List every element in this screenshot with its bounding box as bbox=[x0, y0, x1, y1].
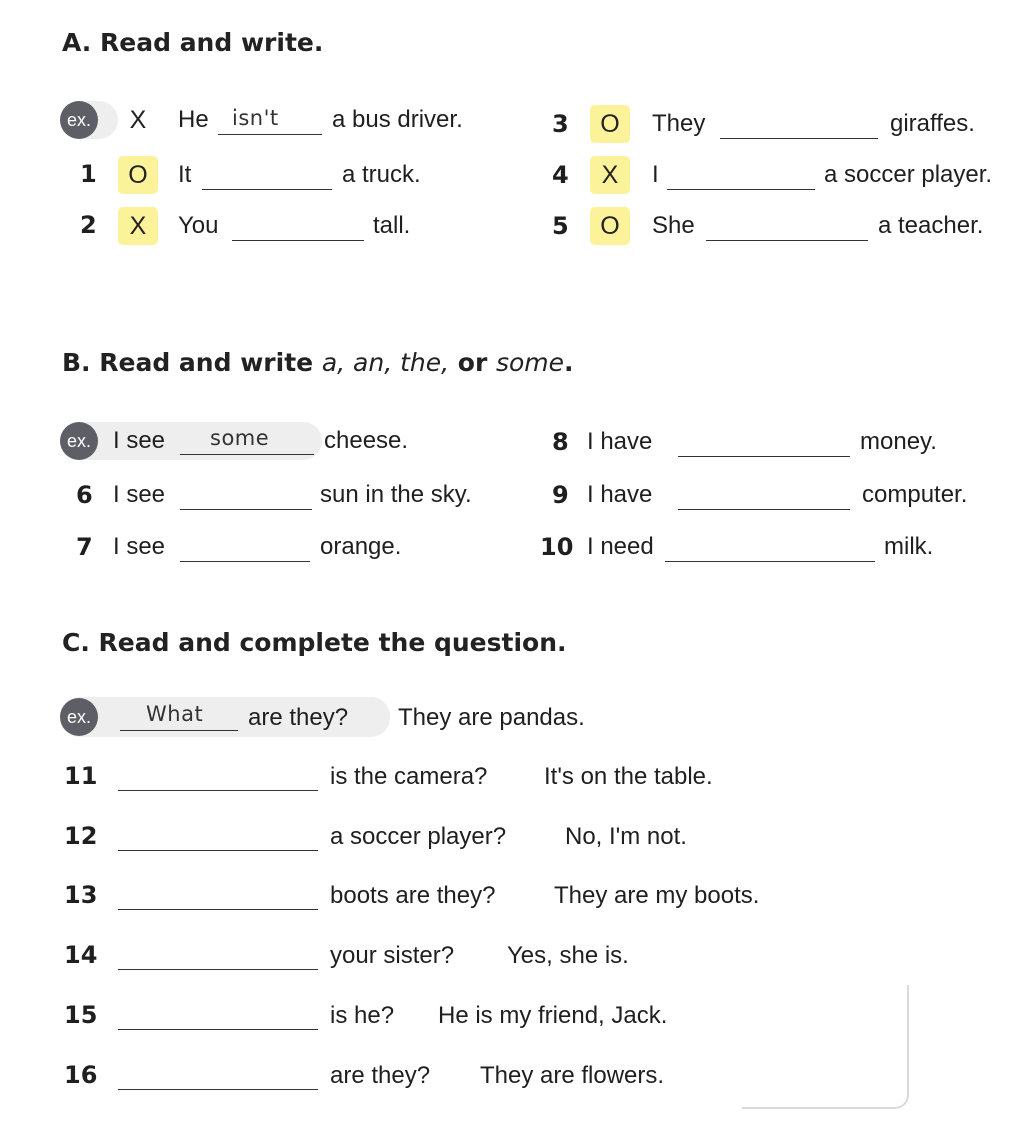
section-b-title-some: some bbox=[495, 348, 565, 377]
sentence-start: I have bbox=[587, 428, 653, 455]
section-c-title: C. Read and complete the question. bbox=[62, 628, 567, 657]
sentence-start: I have bbox=[587, 481, 653, 508]
reply-text: They are flowers. bbox=[480, 1062, 665, 1089]
answer-blank[interactable] bbox=[706, 240, 868, 241]
reply-text: He is my friend, Jack. bbox=[438, 1002, 668, 1029]
answer-blank bbox=[180, 454, 314, 455]
sentence-rest: orange. bbox=[320, 533, 402, 560]
item-number: 9 bbox=[552, 481, 569, 509]
sentence-subject: I bbox=[652, 161, 659, 188]
section-b-title bbox=[62, 348, 574, 377]
item-number: 16 bbox=[64, 1061, 98, 1089]
item-number: 13 bbox=[64, 881, 98, 909]
question-text: a soccer player? bbox=[330, 823, 507, 850]
section-b-title-end: . bbox=[564, 348, 574, 377]
sentence-rest: a soccer player. bbox=[824, 161, 993, 188]
question-text: your sister? bbox=[330, 942, 455, 969]
answer-mark: X bbox=[590, 156, 630, 194]
item-number: 8 bbox=[552, 428, 569, 456]
answer-mark: O bbox=[118, 156, 158, 194]
reply-text: No, I'm not. bbox=[565, 823, 687, 850]
item-number: 7 bbox=[76, 533, 93, 561]
answer-mark: O bbox=[590, 207, 630, 245]
example-badge: ex. bbox=[60, 101, 98, 139]
sentence-start: I see bbox=[113, 533, 166, 560]
answer-blank[interactable] bbox=[202, 189, 332, 190]
item-number: 4 bbox=[552, 161, 569, 189]
item-number: 6 bbox=[76, 481, 93, 509]
sentence-rest: computer. bbox=[862, 481, 968, 508]
section-b-title-or: or bbox=[449, 348, 496, 377]
reply-text: They are my boots. bbox=[554, 882, 760, 909]
answer-blank[interactable] bbox=[232, 240, 364, 241]
sentence-subject: It bbox=[178, 161, 192, 188]
item-number: 12 bbox=[64, 822, 98, 850]
item-number: 1 bbox=[80, 160, 97, 188]
answer-blank[interactable] bbox=[118, 1029, 318, 1030]
answer-blank[interactable] bbox=[118, 790, 318, 791]
sentence-start: I see bbox=[113, 481, 166, 508]
sentence-subject: He bbox=[178, 106, 209, 133]
sentence-rest: sun in the sky. bbox=[320, 481, 472, 508]
answer-blank[interactable] bbox=[665, 561, 875, 562]
item-number: 15 bbox=[64, 1001, 98, 1029]
sentence-subject: She bbox=[652, 212, 695, 239]
answer-blank[interactable] bbox=[118, 1089, 318, 1090]
sentence-rest: a bus driver. bbox=[332, 106, 463, 133]
handwritten-answer: isn't bbox=[232, 106, 279, 130]
sentence-rest: a truck. bbox=[342, 161, 421, 188]
sentence-rest: a teacher. bbox=[878, 212, 984, 239]
answer-blank[interactable] bbox=[118, 850, 318, 851]
section-a-title: A. Read and write. bbox=[62, 28, 324, 57]
section-b-title-prefix: B. Read and write bbox=[62, 348, 322, 377]
sentence-rest: giraffes. bbox=[890, 110, 975, 137]
section-b-title-words: a, an, the, bbox=[321, 348, 450, 377]
answer-blank[interactable] bbox=[118, 969, 318, 970]
reply-text: It's on the table. bbox=[544, 763, 713, 790]
reply-text: They are pandas. bbox=[398, 704, 585, 731]
question-text: are they? bbox=[330, 1062, 431, 1089]
question-text: is the camera? bbox=[330, 763, 488, 790]
panel-border bbox=[742, 985, 909, 1109]
sentence-rest: milk. bbox=[884, 533, 934, 560]
sentence-rest: money. bbox=[860, 428, 937, 455]
question-text: is he? bbox=[330, 1002, 395, 1029]
sentence-start: I need bbox=[587, 533, 654, 560]
sentence-subject: They bbox=[652, 110, 706, 137]
answer-blank[interactable] bbox=[667, 189, 815, 190]
item-number: 10 bbox=[540, 533, 574, 561]
answer-blank[interactable] bbox=[118, 909, 318, 910]
answer-blank bbox=[120, 730, 238, 731]
answer-mark: X bbox=[118, 207, 158, 245]
handwritten-answer: some bbox=[210, 426, 270, 450]
answer-blank[interactable] bbox=[180, 509, 312, 510]
answer-mark-example: X bbox=[118, 101, 158, 139]
answer-blank[interactable] bbox=[720, 138, 878, 139]
sentence-rest: tall. bbox=[373, 212, 411, 239]
question-text: are they? bbox=[248, 704, 349, 731]
answer-blank[interactable] bbox=[678, 456, 850, 457]
answer-blank[interactable] bbox=[678, 509, 850, 510]
answer-blank[interactable] bbox=[180, 561, 310, 562]
question-text: boots are they? bbox=[330, 882, 496, 909]
sentence-start: I see bbox=[113, 427, 166, 454]
item-number: 11 bbox=[64, 762, 98, 790]
item-number: 2 bbox=[80, 211, 97, 239]
example-badge: ex. bbox=[60, 422, 98, 460]
reply-text: Yes, she is. bbox=[507, 942, 629, 969]
item-number: 3 bbox=[552, 110, 569, 138]
answer-blank bbox=[218, 134, 322, 135]
item-number: 14 bbox=[64, 941, 98, 969]
sentence-rest: cheese. bbox=[324, 427, 409, 454]
item-number: 5 bbox=[552, 212, 569, 240]
example-badge: ex. bbox=[60, 698, 98, 736]
handwritten-answer: What bbox=[146, 702, 204, 726]
answer-mark: O bbox=[590, 105, 630, 143]
sentence-subject: You bbox=[178, 212, 219, 239]
